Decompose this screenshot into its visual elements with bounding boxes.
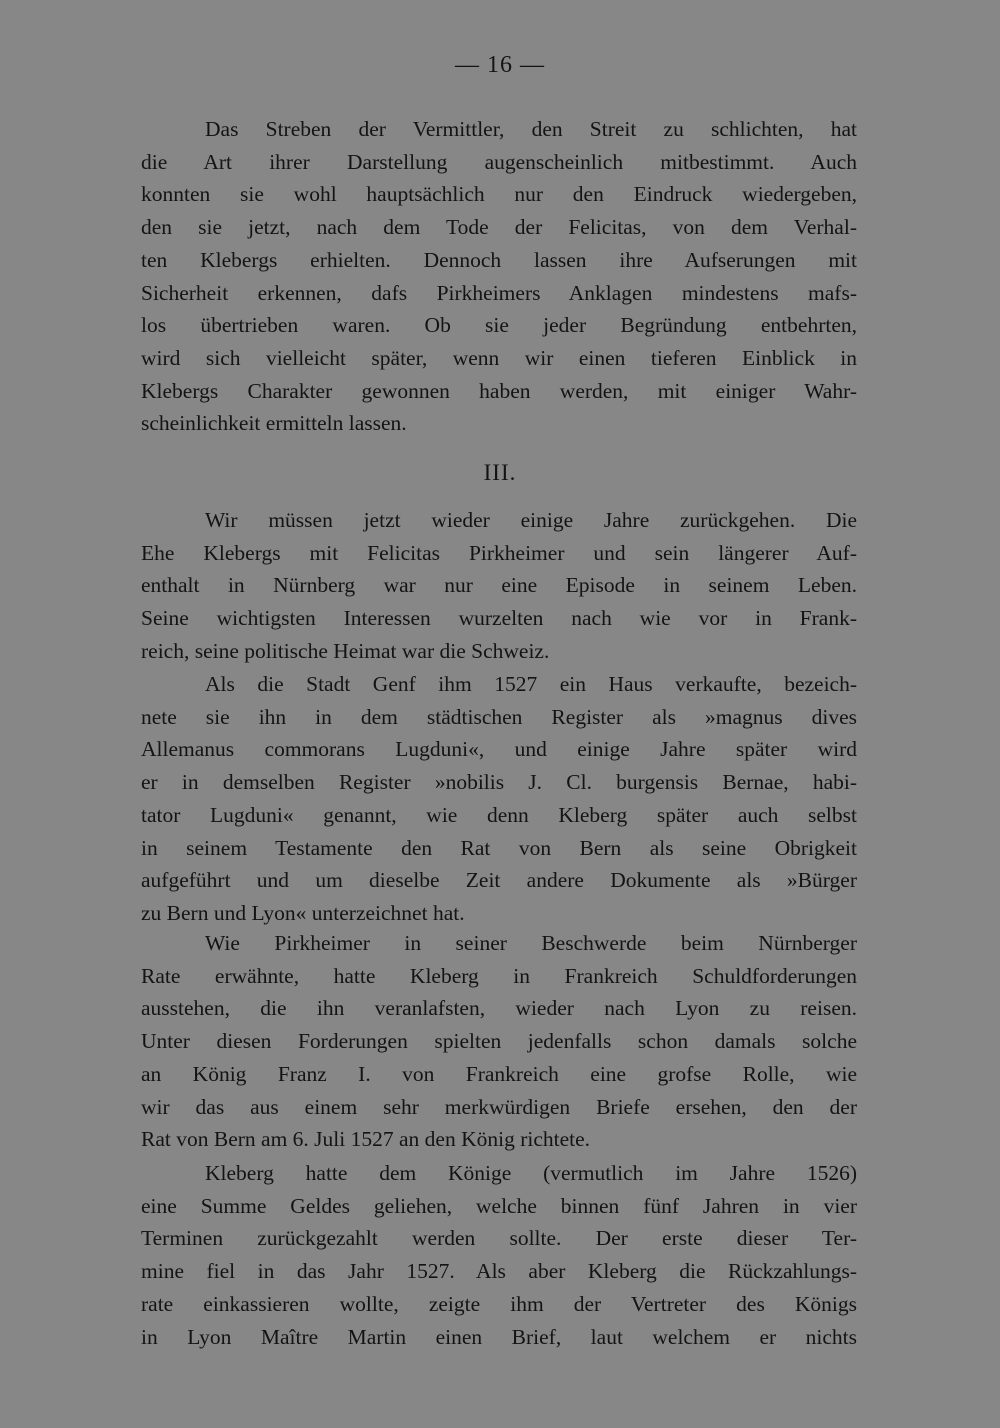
text-line: wird sich vielleicht später, wenn wir einen tieferen Einblick in [141, 345, 857, 370]
text-line: in Lyon Maître Martin einen Brief, laut welchem er nichts [141, 1324, 857, 1349]
paragraph-1 [141, 113, 857, 440]
text-line: an König Franz I. von Frankreich eine grofse Rolle, wie [141, 1061, 857, 1086]
text-line: Sicherheit erkennen, dafs Pirkheimers Anklagen mindestens mafs- [141, 280, 857, 305]
text-line: Kleberg hatte dem Könige (vermutlich im Jahre 1526) [205, 1161, 857, 1185]
text-line: rate einkassieren wollte, zeigte ihm der Vertreter des Königs [141, 1291, 857, 1316]
text-line: Seine wichtigsten Interessen wurzelten nach wie vor in Frank- [141, 606, 857, 631]
text-line: Unter diesen Forderungen spielten jedenfalls schon damals solche [141, 1029, 857, 1054]
text-line: Als die Stadt Genf ihm 1527 ein Haus verkaufte, bezeich- [205, 672, 857, 696]
text-line: Das Streben der Vermittler, den Streit zu schlichten, hat [205, 117, 857, 141]
text-line: er in demselben Register »nobilis J. Cl. burgensis Bernae, habi- [141, 770, 857, 795]
text-line: zu Bern und Lyon« unterzeichnet hat. [141, 900, 465, 925]
text-line: Ehe Klebergs mit Felicitas Pirkheimer und sein längerer Auf- [141, 540, 857, 565]
text-line: mine fiel in das Jahr 1527. Als aber Kleberg die Rückzahlungs- [141, 1259, 857, 1284]
text-line: ten Klebergs erhielten. Dennoch lassen ihre Aufserungen mit [141, 247, 857, 272]
text-line: aufgeführt und um dieselbe Zeit andere Dokumente als »Bürger [141, 868, 857, 893]
page-number: — 16 — [455, 52, 545, 78]
paragraph-2 [141, 504, 857, 668]
text-line: los übertrieben waren. Ob sie jeder Begründung entbehrten, [141, 313, 857, 338]
text-line: Klebergs Charakter gewonnen haben werden, mit einiger Wahr- [141, 378, 857, 403]
paragraph-5 [141, 1157, 857, 1353]
text-line: Terminen zurückgezahlt werden sollte. Der erste dieser Ter- [141, 1226, 857, 1251]
text-line: konnten sie wohl hauptsächlich nur den Eindruck wiedergeben, [141, 182, 857, 207]
text-line: scheinlichkeit ermitteln lassen. [141, 411, 407, 436]
text-line: in seinem Testamente den Rat von Bern als seine Obrigkeit [141, 835, 857, 860]
section-heading: III. [483, 460, 517, 485]
text-line: ausstehen, die ihn veranlafsten, wieder nach Lyon zu reisen. [141, 996, 857, 1021]
text-line: tator Lugduni« genannt, wie denn Kleberg später auch selbst [141, 802, 857, 827]
text-line: die Art ihrer Darstellung augenscheinlich mitbestimmt. Auch [141, 149, 857, 174]
paragraph-4 [141, 927, 857, 1156]
paragraph-3 [141, 668, 857, 930]
text-line: Wie Pirkheimer in seiner Beschwerde beim Nürnberger [205, 931, 857, 955]
text-line: Rate erwähnte, hatte Kleberg in Frankreich Schuldforderungen [141, 963, 857, 988]
text-line: Rat von Bern am 6. Juli 1527 an den König richtete. [141, 1127, 591, 1152]
text-line: Wir müssen jetzt wieder einige Jahre zurückgehen. Die [205, 508, 857, 532]
text-line: reich, seine politische Heimat war die Schweiz. [141, 638, 550, 663]
text-line: enthalt in Nürnberg war nur eine Episode in seinem Leben. [141, 573, 857, 598]
text-line: wir das aus einem sehr merkwürdigen Briefe ersehen, den der [141, 1094, 857, 1119]
text-line: eine Summe Geldes geliehen, welche binnen fünf Jahren in vier [141, 1193, 857, 1218]
text-line: nete sie ihn in dem städtischen Register als »magnus dives [141, 704, 857, 729]
text-line: den sie jetzt, nach dem Tode der Felicitas, von dem Verhal- [141, 215, 857, 240]
text-line: Allemanus commorans Lugduni«, und einige Jahre später wird [141, 737, 857, 762]
